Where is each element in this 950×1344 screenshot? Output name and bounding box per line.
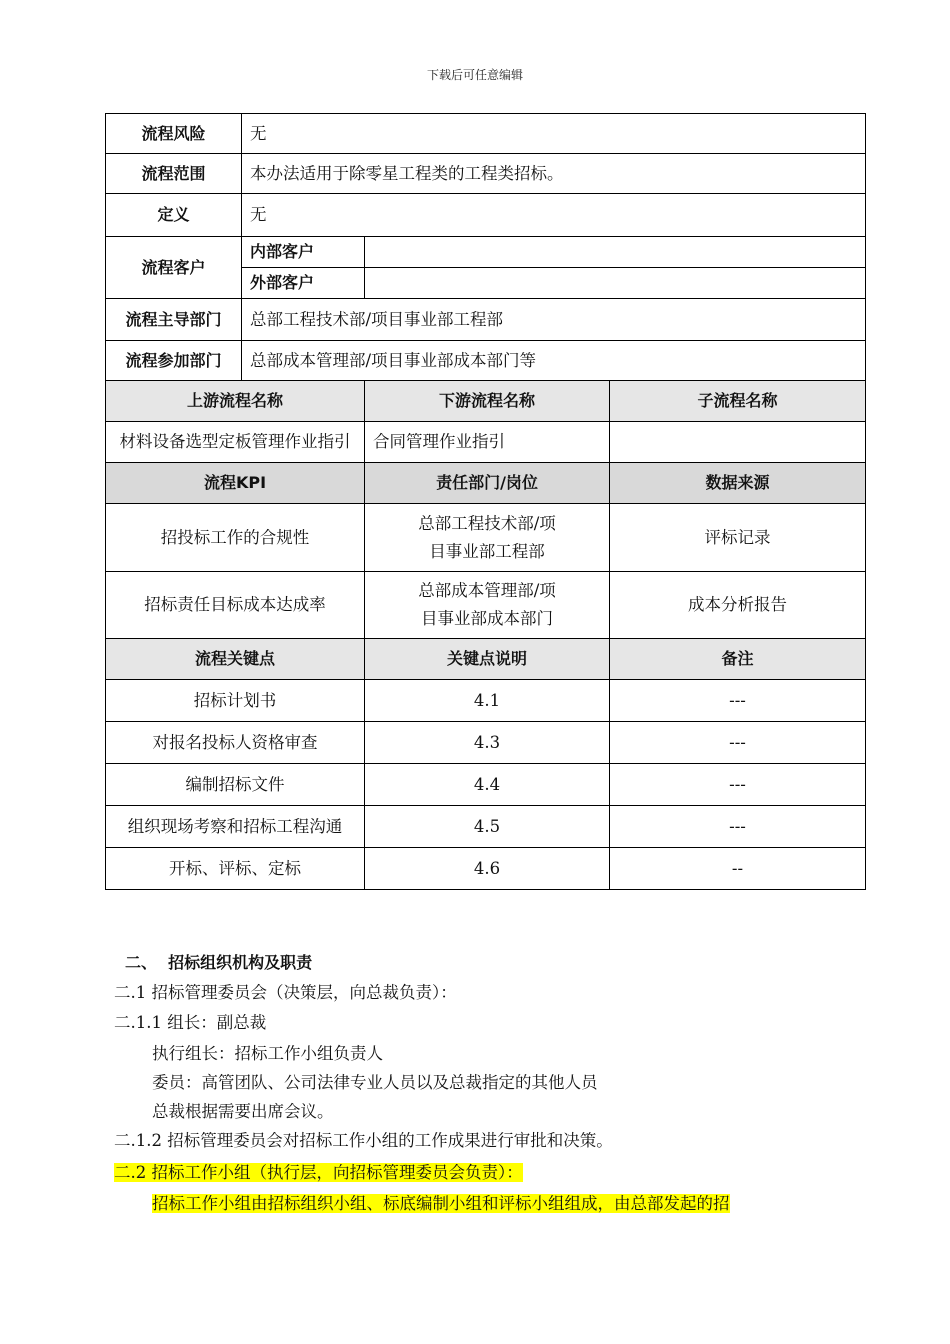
scope-value: 本办法适用于除零星工程类的工程类招标。	[242, 154, 866, 194]
data-source-cell: 成本分析报告	[610, 572, 866, 639]
responsible-dept-cell: 总部成本管理部/项 目事业部成本部门	[365, 572, 610, 639]
keypoint-header: 流程关键点	[106, 639, 365, 680]
internal-customer-label: 内部客户	[242, 237, 365, 268]
subflow-value	[610, 422, 866, 463]
kpi-cell: 招投标工作的合规性	[106, 504, 365, 572]
keypoint-desc-header: 关键点说明	[365, 639, 610, 680]
keypoint-desc-cell: 4.1	[365, 680, 610, 722]
upstream-header: 上游流程名称	[106, 381, 365, 422]
data-source-cell: 评标记录	[610, 504, 866, 572]
keypoint-cell: 开标、评标、定标	[106, 848, 365, 890]
remark-cell: ---	[610, 806, 866, 848]
downstream-header: 下游流程名称	[365, 381, 610, 422]
section-line: 执行组长：招标工作小组负责人	[152, 1044, 383, 1063]
header-note: 下载后可任意编辑	[426, 68, 523, 82]
keypoint-cell: 对报名投标人资格审查	[106, 722, 365, 764]
section-line: 总裁根据需要出席会议。	[152, 1102, 334, 1121]
responsible-dept-header: 责任部门/岗位	[365, 463, 610, 504]
subflow-header: 子流程名称	[610, 381, 866, 422]
table-row	[106, 848, 866, 890]
process-table	[105, 113, 866, 890]
customer-label: 流程客户	[106, 237, 242, 299]
participate-dept-value: 总部成本管理部/项目事业部成本部门等	[242, 341, 866, 381]
section-line-highlighted: 招标工作小组由招标组织小组、标底编制小组和评标小组组成，由总部发起的招	[152, 1194, 730, 1213]
data-source-header: 数据来源	[610, 463, 866, 504]
keypoint-cell: 组织现场考察和招标工程沟通	[106, 806, 365, 848]
remark-cell: ---	[610, 764, 866, 806]
table-row	[106, 806, 866, 848]
definition-label: 定义	[106, 194, 242, 237]
section-line: 二.1.2 招标管理委员会对招标工作小组的工作成果进行审批和决策。	[114, 1131, 613, 1150]
kpi-header: 流程KPI	[106, 463, 365, 504]
remark-cell: ---	[610, 722, 866, 764]
upstream-value: 材料设备选型定板管理作业指引	[106, 422, 365, 463]
risk-value: 无	[242, 114, 866, 154]
external-customer-label: 外部客户	[242, 268, 365, 299]
keypoint-cell: 招标计划书	[106, 680, 365, 722]
keypoint-desc-cell: 4.5	[365, 806, 610, 848]
table-row	[106, 504, 866, 572]
keypoint-desc-cell: 4.4	[365, 764, 610, 806]
section-line: 二.1.1 组长：副总裁	[114, 1013, 267, 1032]
lead-dept-value: 总部工程技术部/项目事业部工程部	[242, 299, 866, 341]
keypoint-cell: 编制招标文件	[106, 764, 365, 806]
table-row	[106, 572, 866, 639]
downstream-value: 合同管理作业指引	[365, 422, 610, 463]
remark-header: 备注	[610, 639, 866, 680]
responsible-dept-cell: 总部工程技术部/项 目事业部工程部	[365, 504, 610, 572]
participate-dept-label: 流程参加部门	[106, 341, 242, 381]
section-title: 二、 招标组织机构及职责	[125, 953, 313, 972]
table-row	[106, 680, 866, 722]
scope-label: 流程范围	[106, 154, 242, 194]
table-row	[106, 722, 866, 764]
section-line: 委员：高管团队、公司法律专业人员以及总裁指定的其他人员	[152, 1073, 598, 1092]
internal-customer-value	[365, 237, 866, 268]
keypoint-desc-cell: 4.6	[365, 848, 610, 890]
definition-value: 无	[242, 194, 866, 237]
remark-cell: ---	[610, 680, 866, 722]
table-row	[106, 764, 866, 806]
risk-label: 流程风险	[106, 114, 242, 154]
kpi-cell: 招标责任目标成本达成率	[106, 572, 365, 639]
section-line: 二.1 招标管理委员会（决策层，向总裁负责）：	[114, 983, 457, 1002]
remark-cell: --	[610, 848, 866, 890]
lead-dept-label: 流程主导部门	[106, 299, 242, 341]
keypoint-desc-cell: 4.3	[365, 722, 610, 764]
section-line-highlighted: 二.2 招标工作小组（执行层，向招标管理委员会负责）：	[114, 1163, 523, 1182]
external-customer-value	[365, 268, 866, 299]
